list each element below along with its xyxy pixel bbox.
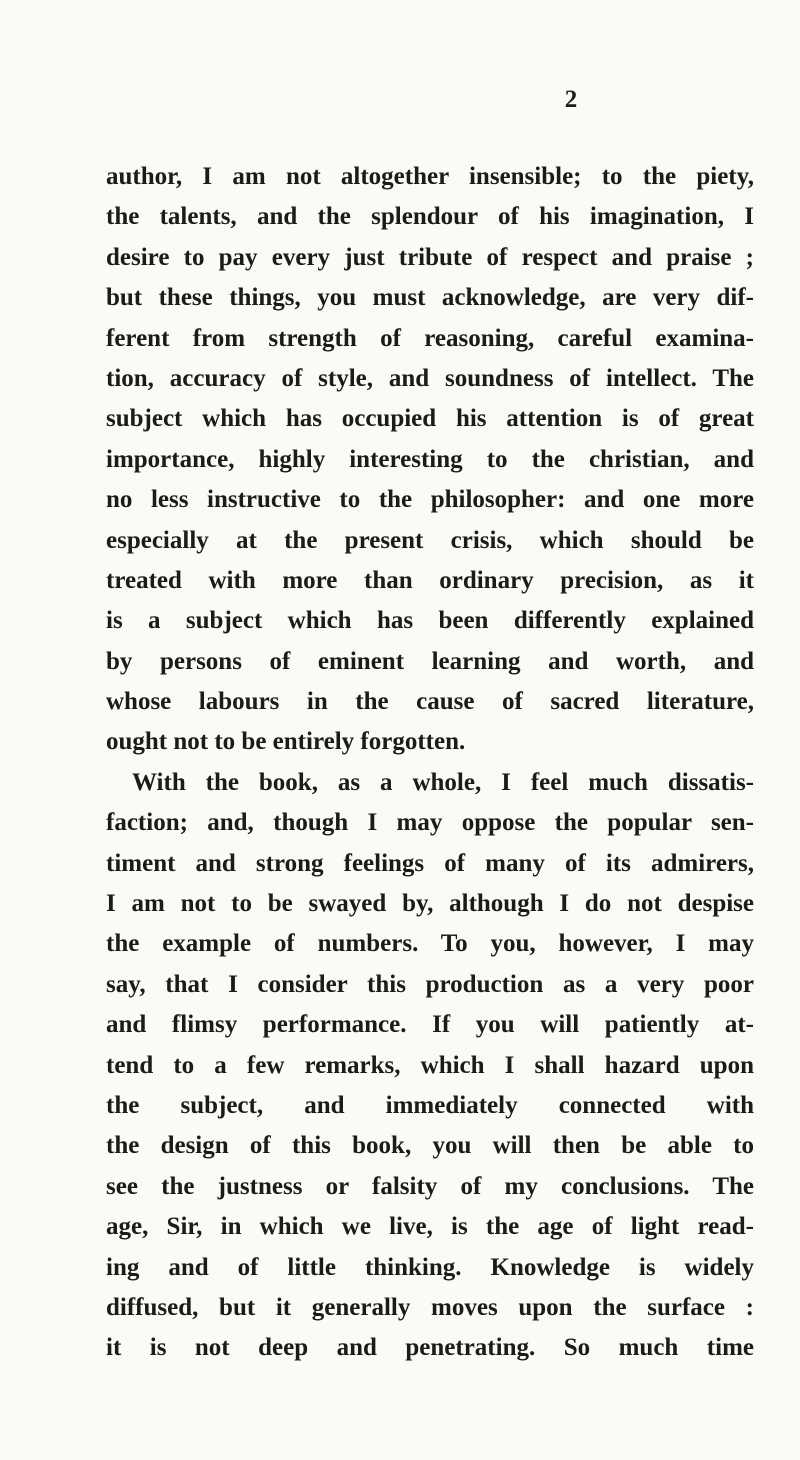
text-line: the subject, and immediately connected with	[106, 1091, 754, 1119]
text-line: but these things, you must acknowledge, are very dif-	[106, 284, 754, 312]
text-line: faction; and, though I may oppose the popular sen-	[106, 809, 754, 837]
text-line: ferent from strength of reasoning, careful examina-	[106, 324, 754, 352]
text-line: the talents, and the splendour of his imagination, I	[106, 203, 754, 231]
text-line: ing and of little thinking. Knowledge is widely	[106, 1253, 754, 1281]
text-line: the example of numbers. To you, however, I may	[106, 930, 754, 958]
text-line: see the justness or falsity of my conclusions. The	[106, 1172, 754, 1200]
body-text	[106, 157, 754, 1369]
text-line: treated with more than ordinary precision, as it	[106, 566, 754, 594]
text-line: age, Sir, in which we live, is the age of light read-	[106, 1213, 754, 1241]
text-line: whose labours in the cause of sacred literature,	[106, 688, 754, 716]
text-line: diffused, but it generally moves upon the surface :	[106, 1293, 754, 1321]
text-line: I am not to be swayed by, although I do not despise	[106, 890, 754, 918]
text-line: no less instructive to the philosopher: and one more	[106, 486, 754, 514]
text-line: importance, highly interesting to the christian, and	[106, 445, 754, 473]
text-line: it is not deep and penetrating. So much time	[106, 1334, 754, 1362]
text-line: especially at the present crisis, which should be	[106, 526, 754, 554]
text-line: subject which has occupied his attention is of great	[106, 405, 754, 433]
text-line: With the book, as a whole, I feel much dissatis-	[132, 768, 754, 796]
text-line: desire to pay every just tribute of respect and praise ;	[106, 243, 754, 271]
page-number: 2	[564, 86, 578, 113]
text-line: tion, accuracy of style, and soundness of intellect. The	[106, 364, 754, 392]
text-line: say, that I consider this production as a very poor	[106, 970, 754, 998]
text-line: and flimsy performance. If you will patiently at-	[106, 1011, 754, 1039]
text-line: tend to a few remarks, which I shall hazard upon	[106, 1051, 754, 1079]
text-line: the design of this book, you will then be able to	[106, 1132, 754, 1160]
text-line: author, I am not altogether insensible; to the piety,	[106, 163, 754, 190]
text-line: ought not to be entirely forgotten.	[106, 728, 466, 756]
text-line: timent and strong feelings of many of its admirers,	[106, 849, 754, 877]
text-line: is a subject which has been differently explained	[106, 607, 754, 635]
text-line: by persons of eminent learning and worth, and	[106, 647, 754, 675]
